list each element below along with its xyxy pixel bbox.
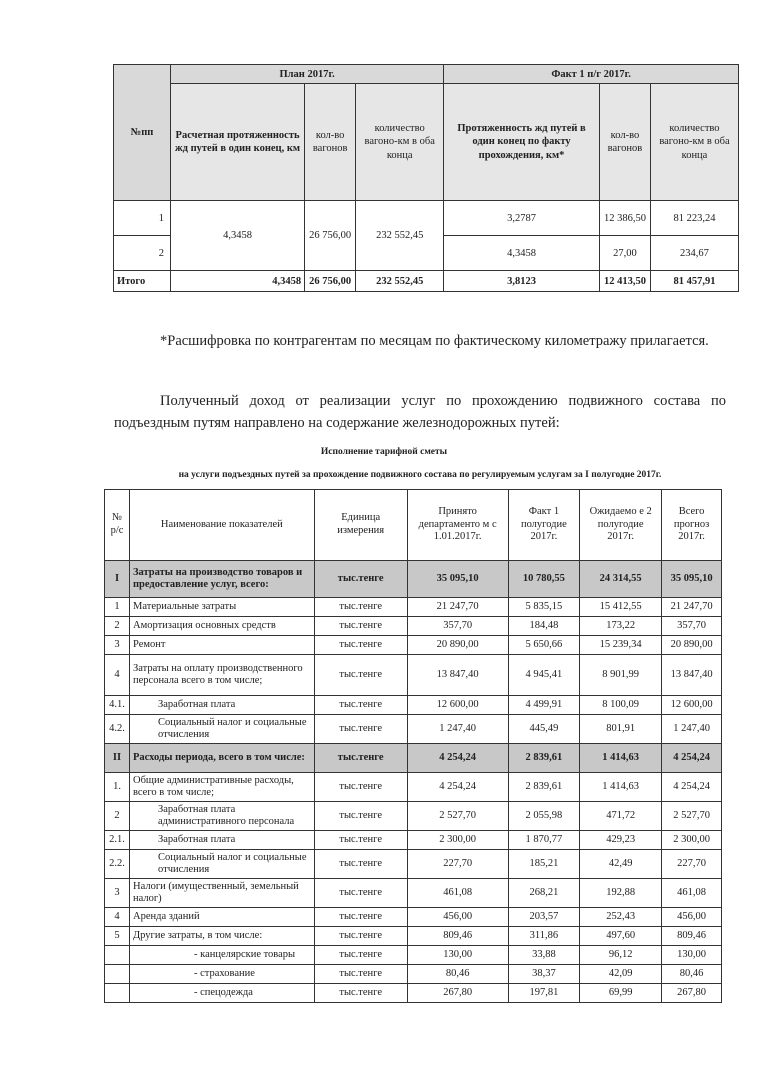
fact-wagons: 12 386,50 [599,201,650,236]
approved-value: 357,70 [407,617,508,636]
paragraph-text: Полученный доход от реализации услуг по прохождению подвижного состава по подъездным путям направлено на содержание железнодорожных путей: [114,393,726,432]
indicator-name: Общие административные расходы, всего в том числе; [130,773,315,802]
fact-h1-value: 33,88 [508,946,580,965]
plan-wagon-km: 232 552,45 [356,201,444,271]
row-num: 4 [105,908,130,927]
fact-h1-value: 2 839,61 [508,773,580,802]
col-header: количество вагоно-км в оба конца [650,84,738,201]
fact-h1-value: 10 780,55 [508,561,580,598]
expected-h2-value: 1 414,63 [580,773,662,802]
table-row [105,636,722,655]
expected-h2-value: 8 901,99 [580,655,662,696]
approved-value: 456,00 [407,908,508,927]
row-num [105,984,130,1003]
fact-h1-value: 2 055,98 [508,802,580,831]
table-row [105,946,722,965]
table-row [105,927,722,946]
total-forecast-value: 21 247,70 [662,598,722,617]
expected-h2-value: 24 314,55 [580,561,662,598]
unit: тыс.тенге [314,831,407,850]
total-forecast-value: 2 527,70 [662,802,722,831]
total-forecast-value: 227,70 [662,850,722,879]
fact-h1-value: 185,21 [508,850,580,879]
indicator-name: Затраты на производство товаров и предоставление услуг, всего: [130,561,315,598]
unit: тыс.тенге [314,617,407,636]
fact-h1-value: 184,48 [508,617,580,636]
plan-group-header: План 2017г. [171,65,444,84]
col-header: количество вагоно-км в оба конца [356,84,444,201]
total-fact-length: 3,8123 [444,271,600,292]
unit: тыс.тенге [314,946,407,965]
fact-wagon-km: 81 223,24 [650,201,738,236]
col-header: Факт 1 полугодие 2017г. [508,490,580,561]
row-num [105,946,130,965]
row-num: 4.1. [105,696,130,715]
total-forecast-value: 809,46 [662,927,722,946]
expected-h2-value: 42,49 [580,850,662,879]
approved-value: 4 254,24 [407,744,508,773]
indicator-name: Налоги (имущественный, земельный налог) [130,879,315,908]
caption-subtitle: на услуги подъездных путей за прохождение подвижного состава по регулируемым услугам за I полугодие 2017г. [178,470,662,480]
unit: тыс.тенге [314,636,407,655]
unit: тыс.тенге [314,561,407,598]
col-header: кол-во вагонов [305,84,356,201]
expected-h2-value: 497,60 [580,927,662,946]
indicator-name: Заработная плата административного персонала [130,802,315,831]
table-row [105,984,722,1003]
total-forecast-value: 456,00 [662,908,722,927]
expected-h2-value: 69,99 [580,984,662,1003]
row-num: 2.2. [105,850,130,879]
fact-length: 3,2787 [444,201,600,236]
fact-h1-value: 197,81 [508,984,580,1003]
row-num [105,965,130,984]
fact-wagons: 27,00 [599,236,650,271]
fact-h1-value: 2 839,61 [508,744,580,773]
fact-h1-value: 5 835,15 [508,598,580,617]
unit: тыс.тенге [314,744,407,773]
total-forecast-value: 4 254,24 [662,744,722,773]
row-num: 4 [105,655,130,696]
col-header: кол-во вагонов [599,84,650,201]
unit: тыс.тенге [314,879,407,908]
paragraph [114,390,726,435]
approved-value: 12 600,00 [407,696,508,715]
unit: тыс.тенге [314,965,407,984]
expected-h2-value: 1 414,63 [580,744,662,773]
row-num: 1 [114,201,171,236]
indicator-name: - спецодежда [130,984,315,1003]
unit: тыс.тенге [314,696,407,715]
plan-fact-table [113,64,739,292]
row-num: I [105,561,130,598]
unit: тыс.тенге [314,927,407,946]
row-num: 2.1. [105,831,130,850]
table-row [105,850,722,879]
indicator-name: Заработная плата [130,831,315,850]
unit: тыс.тенге [314,984,407,1003]
approved-value: 809,46 [407,927,508,946]
total-forecast-value: 1 247,40 [662,715,722,744]
table-row [105,655,722,696]
table-row [105,773,722,802]
table-row [105,802,722,831]
unit: тыс.тенге [314,802,407,831]
row-num: 2 [105,617,130,636]
approved-value: 2 300,00 [407,831,508,850]
indicator-name: Заработная плата [130,696,315,715]
col-header: № р/с [105,490,130,561]
fact-h1-value: 445,49 [508,715,580,744]
total-fact-wagons: 12 413,50 [599,271,650,292]
indicator-name: - страхование [130,965,315,984]
row-num: 1. [105,773,130,802]
table-row [105,598,722,617]
approved-value: 13 847,40 [407,655,508,696]
fact-h1-value: 1 870,77 [508,831,580,850]
expected-h2-value: 173,22 [580,617,662,636]
fact-h1-value: 5 650,66 [508,636,580,655]
expected-h2-value: 801,91 [580,715,662,744]
total-forecast-value: 20 890,00 [662,636,722,655]
indicator-name: Аренда зданий [130,908,315,927]
col-header: Ожидаемо е 2 полугодие 2017г. [580,490,662,561]
total-forecast-value: 4 254,24 [662,773,722,802]
row-num: 2 [114,236,171,271]
expected-h2-value: 15 239,34 [580,636,662,655]
unit: тыс.тенге [314,773,407,802]
expected-h2-value: 8 100,09 [580,696,662,715]
table-row [105,879,722,908]
expected-h2-value: 429,23 [580,831,662,850]
table-row [105,696,722,715]
total-plan-length: 4,3458 [171,271,305,292]
col-header: Расчетная протяженность жд путей в один конец, км [171,84,305,201]
table-row [105,908,722,927]
expected-h2-value: 42,09 [580,965,662,984]
fact-wagon-km: 234,67 [650,236,738,271]
plan-wagons: 26 756,00 [305,201,356,271]
fact-h1-value: 38,37 [508,965,580,984]
approved-value: 2 527,70 [407,802,508,831]
table-row [114,201,739,236]
total-label: Итого [114,271,171,292]
total-forecast-value: 2 300,00 [662,831,722,850]
approved-value: 20 890,00 [407,636,508,655]
indicator-name: Расходы периода, всего в том числе: [130,744,315,773]
approved-value: 267,80 [407,984,508,1003]
total-forecast-value: 461,08 [662,879,722,908]
unit: тыс.тенге [314,655,407,696]
total-plan-wagons: 26 756,00 [305,271,356,292]
total-plan-wagon-km: 232 552,45 [356,271,444,292]
row-num: 3 [105,636,130,655]
fact-length: 4,3458 [444,236,600,271]
total-forecast-value: 13 847,40 [662,655,722,696]
approved-value: 80,46 [407,965,508,984]
indicator-name: Ремонт [130,636,315,655]
col-num-header: №пп [114,65,171,201]
expected-h2-value: 96,12 [580,946,662,965]
unit: тыс.тенге [314,715,407,744]
row-num: 5 [105,927,130,946]
expected-h2-value: 15 412,55 [580,598,662,617]
fact-h1-value: 311,86 [508,927,580,946]
approved-value: 461,08 [407,879,508,908]
table-row [105,831,722,850]
indicator-name: Социальный налог и социальные отчисления [130,715,315,744]
section-row [105,744,722,773]
unit: тыс.тенге [314,850,407,879]
col-header: Единица измерения [314,490,407,561]
indicator-name: Социальный налог и социальные отчисления [130,850,315,879]
table-row [105,965,722,984]
indicator-name: - канцелярские товары [130,946,315,965]
total-fact-wagon-km: 81 457,91 [650,271,738,292]
fact-group-header: Факт 1 п/г 2017г. [444,65,739,84]
col-header: Наименование показателей [130,490,315,561]
total-forecast-value: 267,80 [662,984,722,1003]
total-forecast-value: 357,70 [662,617,722,636]
indicator-name: Материальные затраты [130,598,315,617]
row-num: 4.2. [105,715,130,744]
total-row [114,271,739,292]
plan-length: 4,3458 [171,201,305,271]
total-forecast-value: 35 095,10 [662,561,722,598]
col-header: Протяженность жд путей в один конец по факту прохождения, км* [444,84,600,201]
footnote-text: *Расшифровка по контрагентам по месяцам по фактическому километражу прилагается. [160,333,709,349]
expected-h2-value: 471,72 [580,802,662,831]
unit: тыс.тенге [314,598,407,617]
indicator-name: Другие затраты, в том числе: [130,927,315,946]
caption-title: Исполнение тарифной сметы [320,447,448,457]
fact-h1-value: 268,21 [508,879,580,908]
approved-value: 227,70 [407,850,508,879]
unit: тыс.тенге [314,908,407,927]
approved-value: 1 247,40 [407,715,508,744]
approved-value: 35 095,10 [407,561,508,598]
approved-value: 21 247,70 [407,598,508,617]
expected-h2-value: 192,88 [580,879,662,908]
fact-h1-value: 203,57 [508,908,580,927]
approved-value: 4 254,24 [407,773,508,802]
table-row [105,617,722,636]
total-forecast-value: 130,00 [662,946,722,965]
row-num: II [105,744,130,773]
expected-h2-value: 252,43 [580,908,662,927]
indicator-name: Амортизация основных средств [130,617,315,636]
footnote [114,330,726,352]
total-forecast-value: 80,46 [662,965,722,984]
fact-h1-value: 4 945,41 [508,655,580,696]
table-row [105,715,722,744]
row-num: 1 [105,598,130,617]
section-row [105,561,722,598]
fact-h1-value: 4 499,91 [508,696,580,715]
approved-value: 130,00 [407,946,508,965]
col-header: Принято департаменто м с 1.01.2017г. [407,490,508,561]
col-header: Всего прогноз 2017г. [662,490,722,561]
row-num: 3 [105,879,130,908]
indicator-name: Затраты на оплату производственного персонала всего в том числе; [130,655,315,696]
tariff-estimate-table [104,489,722,1003]
row-num: 2 [105,802,130,831]
total-forecast-value: 12 600,00 [662,696,722,715]
